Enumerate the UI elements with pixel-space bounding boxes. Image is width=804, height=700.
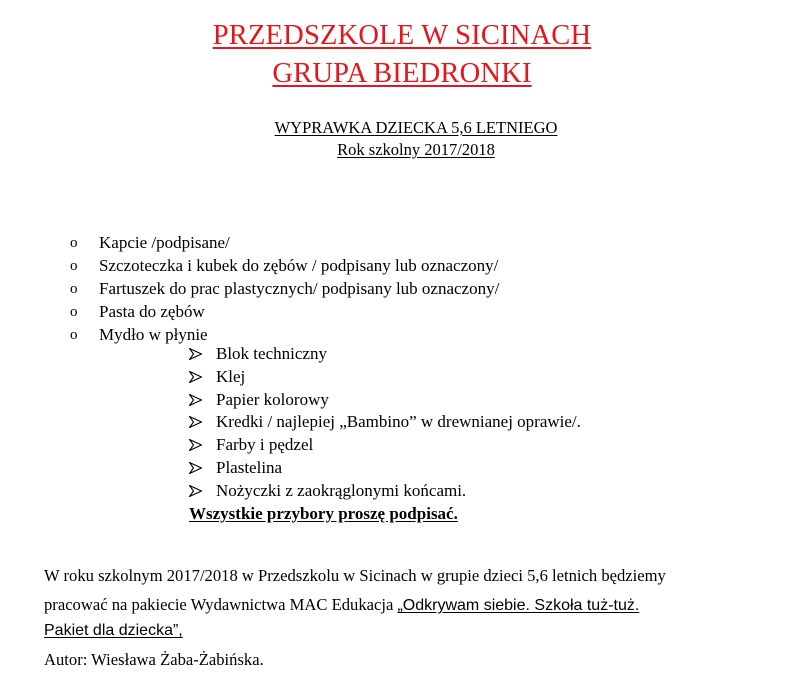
list-item-text: Kapcie /podpisane/ [99,233,230,252]
list-item-text: Mydło w płynie [99,325,208,344]
circle-bullet-icon: o [70,235,78,251]
list-item-text: Farby i pędzel [216,435,314,454]
arrow-bullet-icon [189,485,202,497]
arrow-bullet-icon [189,439,202,451]
list-item-text: Papier kolorowy [216,389,329,409]
arrow-bullet-icon [189,394,202,406]
arrow-bullet-icon [189,416,202,428]
document-subtitle-line-1: WYPRAWKA DZIECKA 5,6 LETNIEGO [274,118,558,137]
paragraph-line-1: W roku szkolnym 2017/2018 w Przedszkolu w Sicinach w grupie dzieci 5,6 letnich będziemy [44,566,666,585]
paragraph-line-3 [44,620,183,640]
circle-bullet-icon: o [70,304,78,320]
list-item-text: Klej [216,366,246,386]
circle-bullet-icon: o [70,281,78,297]
book-title-part-1: „Odkrywam siebie. Szkoła tuż-tuż. [397,597,640,614]
document-title-line-1: PRZEDSZKOLE W SICINACH [212,20,592,51]
book-title-end: , [178,622,183,639]
book-title-part-2: Pakiet dla dziecka” [44,622,179,639]
list-item-text: Blok techniczny [216,344,327,363]
supplies-note: Wszystkie przybory proszę podpisać. [189,504,458,523]
paragraph-line-2-text: pracować na pakiecie Wydawnictwa MAC Edukacja [44,595,398,614]
circle-bullet-icon: o [70,327,78,343]
list-item-text: Pasta do zębów [99,302,205,321]
list-item-text: Szczoteczka i kubek do zębów / podpisany lub oznaczony/ [99,256,499,275]
paragraph-line-2 [44,595,639,615]
author-line: Autor: Wiesława Żaba-Żabińska. [44,650,264,669]
circle-bullet-icon: o [70,258,78,274]
list-item-text: Kredki / najlepiej „Bambino” w drewnianej oprawie/. [216,412,581,432]
list-item-text: Fartuszek do prac plastycznych/ podpisany lub oznaczony/ [99,279,500,298]
arrow-bullet-icon [189,371,202,383]
list-item-text: Plastelina [216,457,283,477]
document-subtitle-line-2: Rok szkolny 2017/2018 [337,140,495,159]
arrow-bullet-icon [189,348,202,360]
document-title-line-2: GRUPA BIEDRONKI [272,58,532,89]
arrow-bullet-icon [189,462,202,474]
list-item-text: Nożyczki z zaokrąglonymi końcami. [216,480,467,500]
